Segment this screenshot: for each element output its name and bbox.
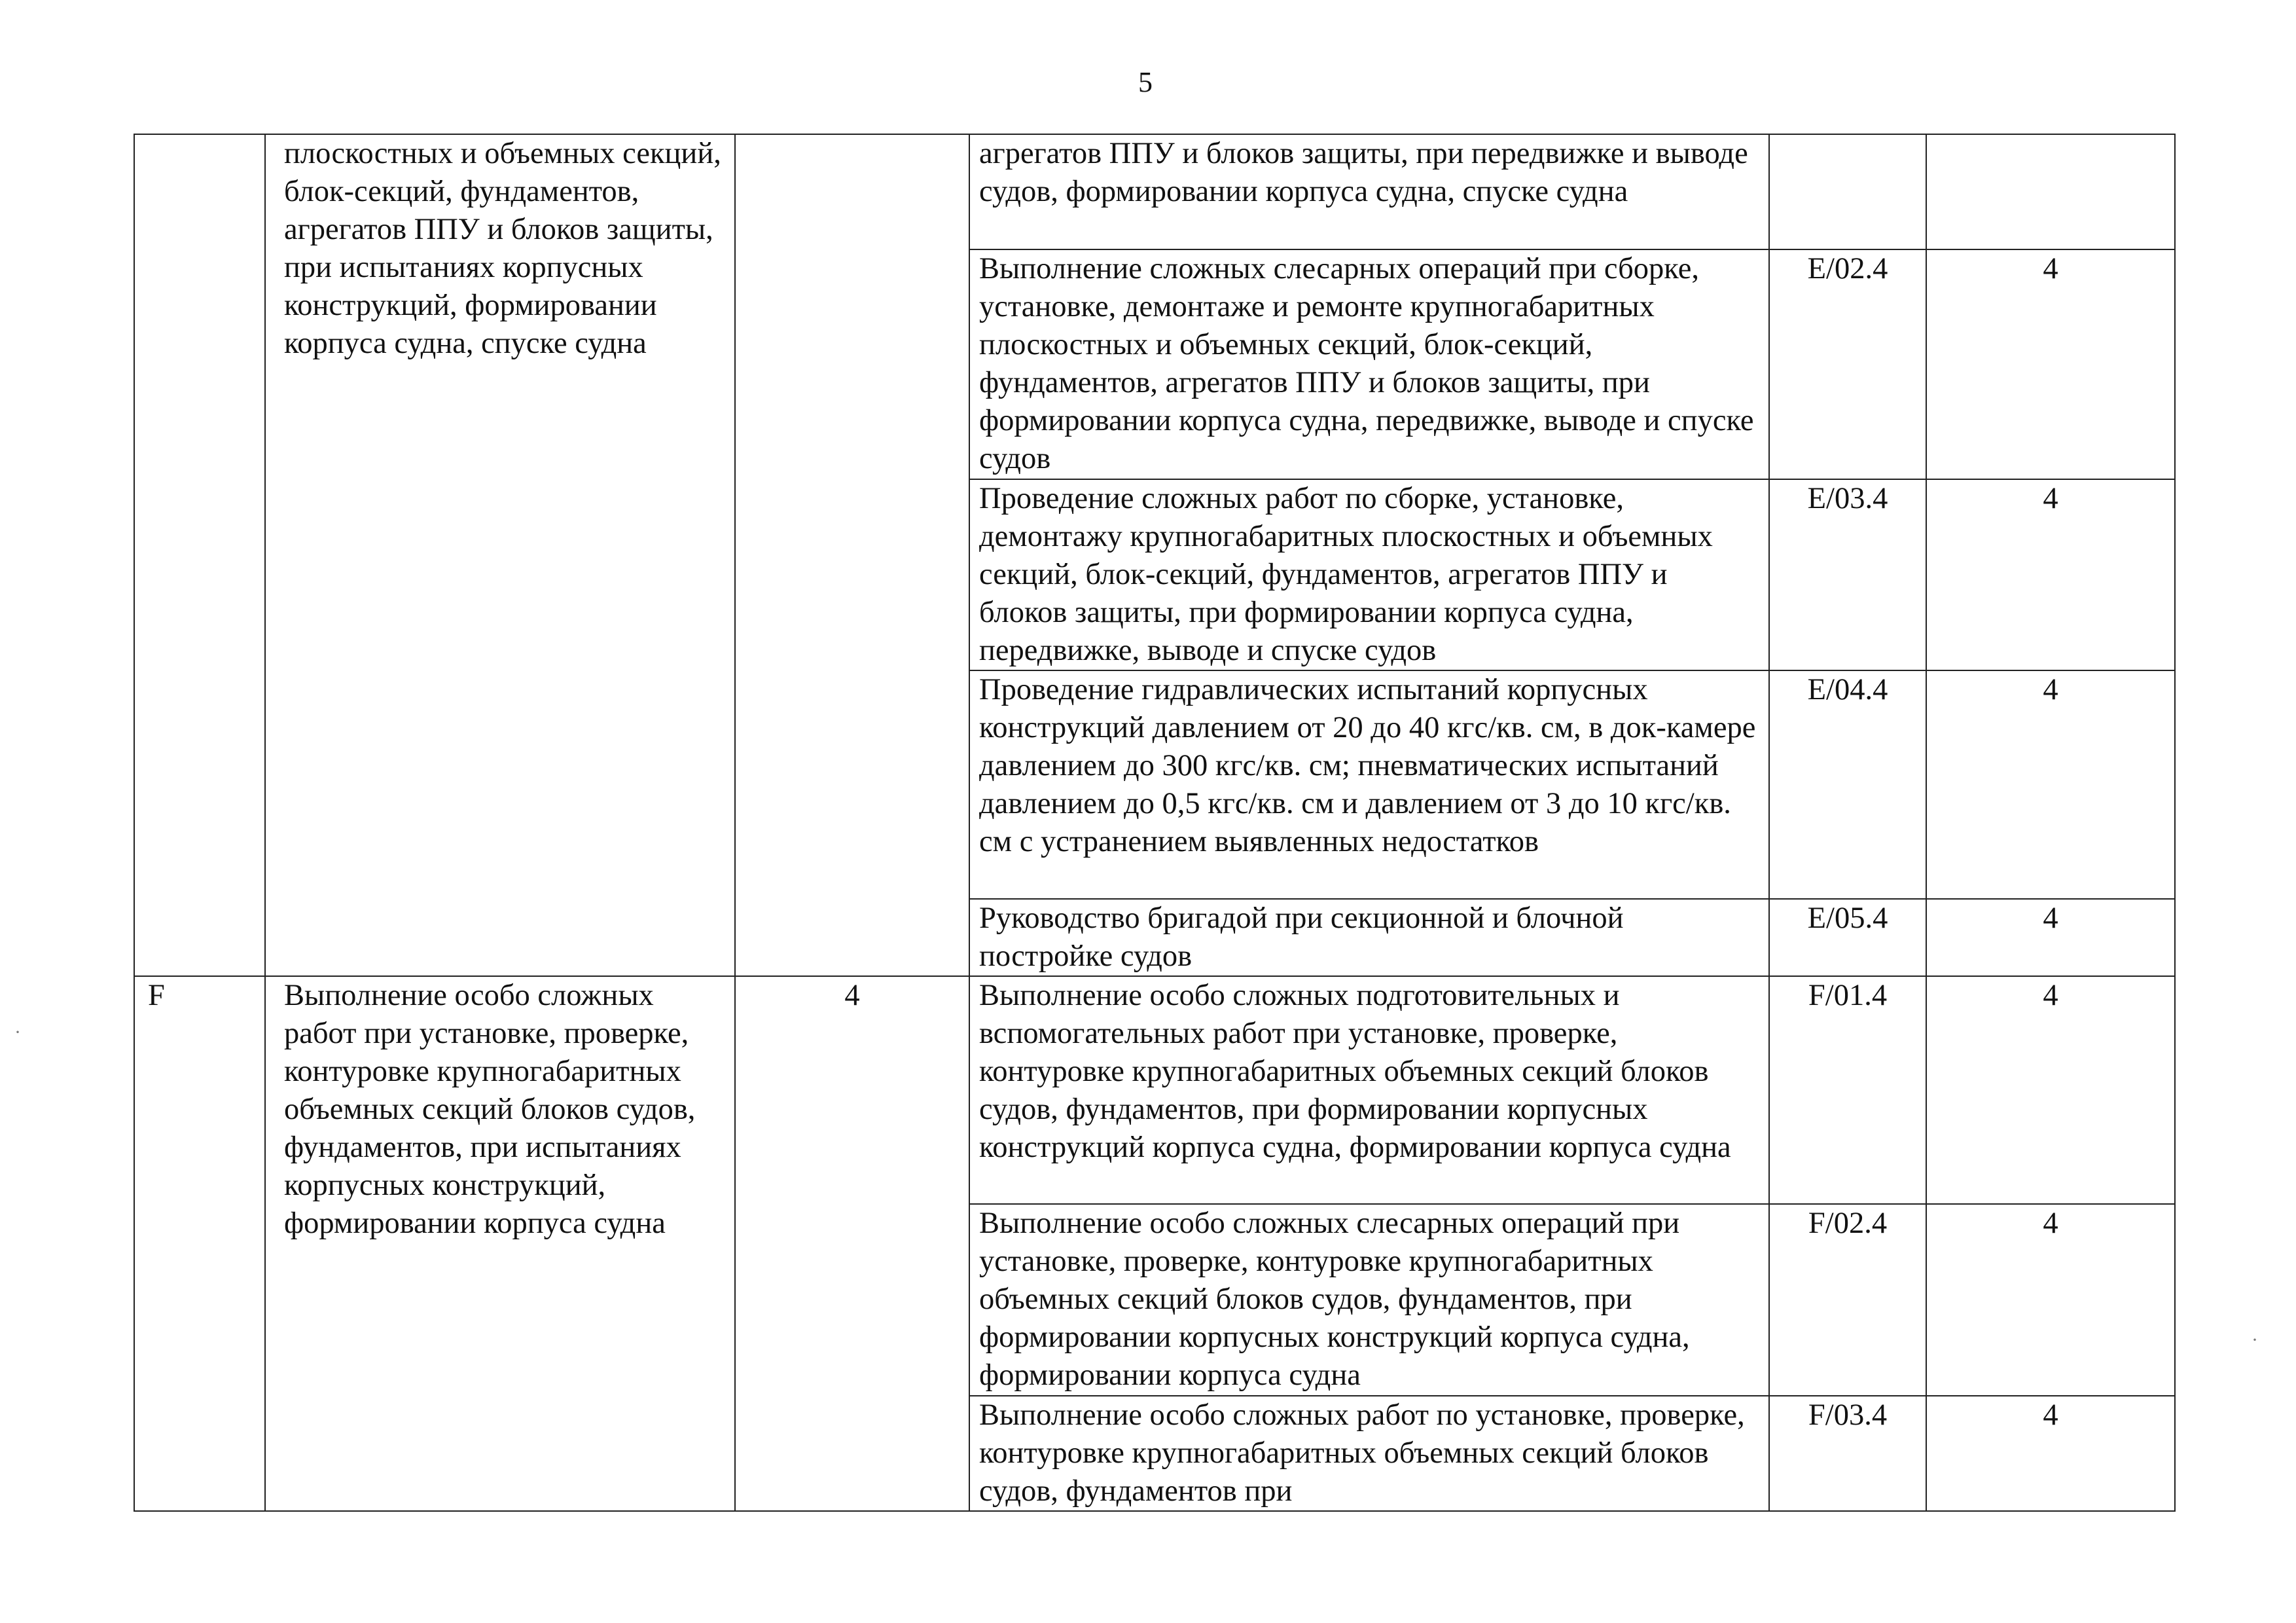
page-number: 5 [1138,66,1153,98]
labor-function-level: 4 [1926,249,2175,479]
labor-function-code: F/03.4 [1769,1396,1926,1511]
labor-function-level: 4 [1926,1396,2175,1511]
labor-function-code: E/03.4 [1769,479,1926,670]
labor-function-name: Проведение сложных работ по сборке, установке, демонтажу крупногабаритных плоскостных и объемных секций, блок-секций, фундаментов, агрегатов ППУ и блоков защиты, при формировании корпуса судна, передвижке, выводе и спуске судов [969,479,1769,670]
labor-function-name: Выполнение особо сложных слесарных операций при установке, проверке, контуровке крупногабаритных объемных секций блоков судов, фундаментов, при формировании корпусных конструкций корпуса судна, формировании корпуса судна [969,1204,1769,1395]
labor-function-level: 4 [1926,899,2175,976]
labor-function-code: E/04.4 [1769,670,1926,898]
labor-function-code: F/01.4 [1769,976,1926,1204]
labor-function-code: E/02.4 [1769,249,1926,479]
table-row [134,976,2175,1204]
labor-function-level: 4 [1926,670,2175,898]
functions-table [134,134,2176,1512]
labor-function-code: E/05.4 [1769,899,1926,976]
generalized-function-code [134,134,265,976]
labor-function-level: 4 [1926,976,2175,1204]
generalized-function-name: плоскостных и объемных секций, блок-секций, фундаментов, агрегатов ППУ и блоков защиты, при испытаниях корпусных конструкций, формировании корпуса судна, спуске судна [265,134,735,976]
qualification-level [735,134,969,976]
labor-function-name: агрегатов ППУ и блоков защиты, при передвижке и выводе судов, формировании корпуса судна, спуске судна [969,134,1769,249]
labor-function-name: Выполнение особо сложных подготовительных и вспомогательных работ при установке, проверке, контуровке крупногабаритных объемных секций блоков судов, фундаментов, при формировании корпусных конструкций корпуса судна, формировании корпуса судна [969,976,1769,1204]
scan-artifact: · [2251,1329,2258,1351]
qualification-level: 4 [735,976,969,1511]
table-row [134,134,2175,249]
labor-function-code [1769,134,1926,249]
labor-function-name: Руководство бригадой при секционной и блочной постройке судов [969,899,1769,976]
labor-function-name: Выполнение особо сложных работ по установке, проверке, контуровке крупногабаритных объемных секций блоков судов, фундаментов при [969,1396,1769,1511]
labor-function-level: 4 [1926,479,2175,670]
labor-function-name: Выполнение сложных слесарных операций при сборке, установке, демонтаже и ремонте крупногабаритных плоскостных и объемных секций, блок-секций, фундаментов, агрегатов ППУ и блоков защиты, при формировании корпуса судна, передвижке, выводе и спуске судов [969,249,1769,479]
generalized-function-name: Выполнение особо сложных работ при установке, проверке, контуровке крупногабаритных объемных секций блоков судов, фундаментов, при испытаниях корпусных конструкций, формировании корпуса судна [265,976,735,1511]
labor-function-level [1926,134,2175,249]
labor-function-name: Проведение гидравлических испытаний корпусных конструкций давлением от 20 до 40 кгс/кв. см, в док-камере давлением до 300 кгс/кв. см; пневматических испытаний давлением до 0,5 кгс/кв. см и давлением от 3 до 10 кгс/кв. см с устранением выявленных недостатков [969,670,1769,898]
labor-function-level: 4 [1926,1204,2175,1395]
scan-artifact: · [14,1021,21,1043]
generalized-function-code: F [134,976,265,1511]
labor-function-code: F/02.4 [1769,1204,1926,1395]
